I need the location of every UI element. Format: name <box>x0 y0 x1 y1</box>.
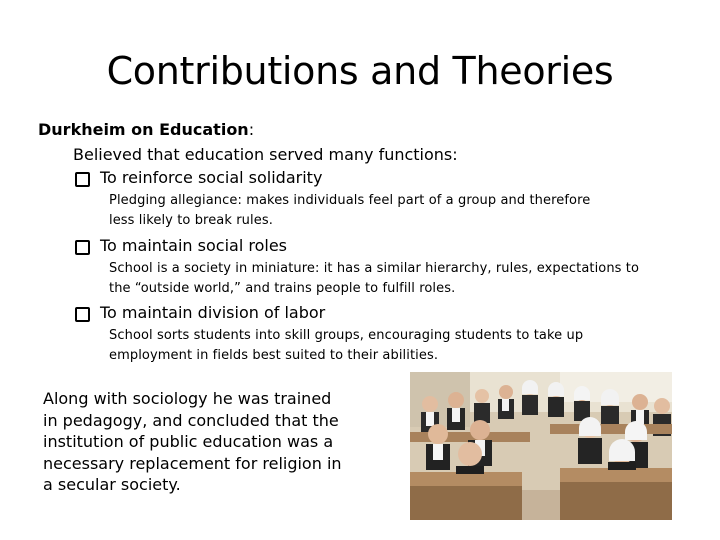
detail-line: Pledging allegiance: makes individuals feel part of a group and therefore <box>109 193 591 208</box>
bullet-detail <box>109 191 699 231</box>
closing-line: institution of public education was a <box>43 432 334 451</box>
checkbox-bullet-icon <box>75 307 90 322</box>
detail-line: less likely to break rules. <box>109 213 273 228</box>
bullet-label: To reinforce social solidarity <box>100 168 323 187</box>
bullet-detail <box>109 326 699 366</box>
closing-line: necessary replacement for religion in <box>43 453 342 473</box>
intro-text: Believed that education served many functions: <box>73 145 458 164</box>
section-heading-bold: Durkheim on Education <box>38 120 249 139</box>
bullet-label: To maintain social roles <box>100 236 287 255</box>
checkbox-bullet-icon <box>75 240 90 255</box>
detail-line: the “outside world,” and trains people to fulfill roles. <box>109 281 456 296</box>
checkbox-bullet-icon <box>75 172 90 187</box>
slide-title: Contributions and Theories <box>106 49 614 93</box>
bullet-label: To maintain division of labor <box>100 303 326 322</box>
bullet-detail <box>109 259 699 299</box>
section-heading <box>38 119 254 141</box>
detail-line: employment in fields best suited to their abilities. <box>109 348 439 363</box>
closing-line: in pedagogy, and concluded that the <box>43 410 339 430</box>
section-heading-colon: : <box>248 120 255 139</box>
closing-paragraph <box>43 388 363 496</box>
bullet-item <box>75 302 325 324</box>
bullet-item <box>75 235 287 257</box>
closing-line: a secular society. <box>43 475 181 494</box>
closing-line: Along with sociology he was trained <box>43 389 332 408</box>
detail-line: School sorts students into skill groups, encouraging students to take up <box>109 328 584 343</box>
classroom-photo-illustration <box>410 372 672 520</box>
bullet-item <box>75 167 322 189</box>
detail-line: School is a society in miniature: it has a similar hierarchy, rules, expectations to <box>109 261 640 276</box>
classroom-photo <box>410 372 672 520</box>
